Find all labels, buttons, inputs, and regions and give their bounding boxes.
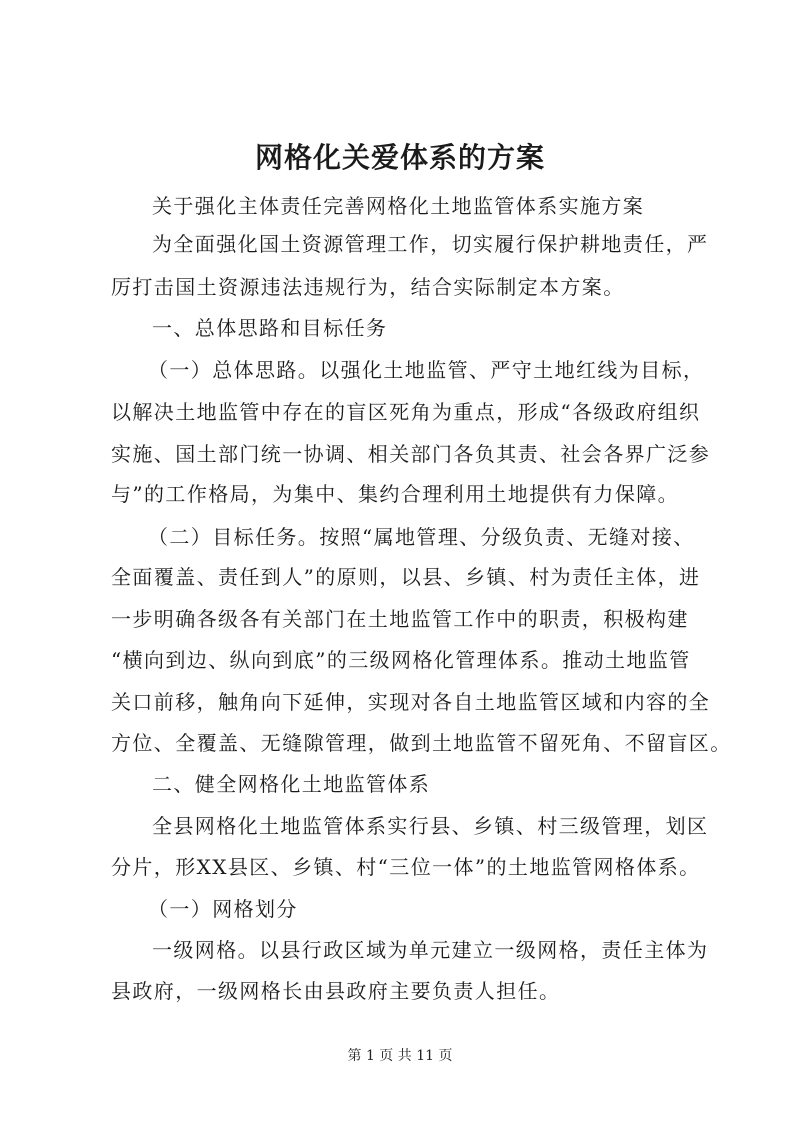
paragraph-line: 全面覆盖、责任到人”的原则，以县、乡镇、村为责任主体，进 — [111, 565, 701, 589]
document-title: 网格化关爱体系的方案 — [254, 141, 545, 174]
subsection-heading: （一）网格划分 — [148, 897, 298, 921]
section-heading: 二、健全网格化土地监管体系 — [152, 772, 431, 796]
paragraph-line: 为全面强化国土资源管理工作，切实履行保护耕地责任，严 — [152, 232, 709, 256]
paragraph-line: 一级网格。以县行政区域为单元建立一级网格，责任主体为 — [152, 938, 709, 962]
paragraph-line: 厉打击国土资源违法违规行为，结合实际制定本方案。 — [111, 275, 625, 299]
paragraph-line: （二）目标任务。按照“属地管理、分级负责、无缝对接、 — [148, 525, 695, 549]
paragraph-line: 关口前移，触角向下延伸，实现对各自土地监管区域和内容的全 — [111, 690, 711, 714]
paragraph-line: 全县网格化土地监管体系实行县、乡镇、村三级管理，划区 — [152, 814, 709, 838]
paragraph-line: 方位、全覆盖、无缝隙管理，做到土地监管不留死角、不留盲区。 — [111, 731, 732, 755]
paragraph-line: 一步明确各级各有关部门在土地监管工作中的职责，积极构建 — [111, 607, 689, 631]
section-heading: 一、总体思路和目标任务 — [152, 316, 388, 340]
paragraph-line: 以解决土地监管中存在的盲区死角为重点，形成“各级政府组织 — [111, 400, 701, 424]
paragraph-line: 分片，形XX县区、乡镇、村“三位一体”的土地监管网格体系。 — [111, 855, 701, 879]
paragraph-line: 与”的工作格局，为集中、集约合理利用土地提供有力保障。 — [111, 482, 680, 506]
paragraph-line: 县政府，一级网格长由县政府主要负责人担任。 — [111, 979, 561, 1003]
paragraph-line: 实施、国土部门统一协调、相关部门各负其责、社会各界广泛参 — [111, 442, 711, 466]
paragraph-line: （一）总体思路。以强化土地监管、严守土地红线为目标， — [148, 358, 705, 382]
subtitle-line: 关于强化主体责任完善网格化土地监管体系实施方案 — [152, 194, 645, 218]
paragraph-line: “横向到边、纵向到底”的三级网格化管理体系。推动土地监管 — [111, 648, 691, 672]
page-number-footer: 第 1 页 共 11 页 — [347, 1048, 453, 1064]
